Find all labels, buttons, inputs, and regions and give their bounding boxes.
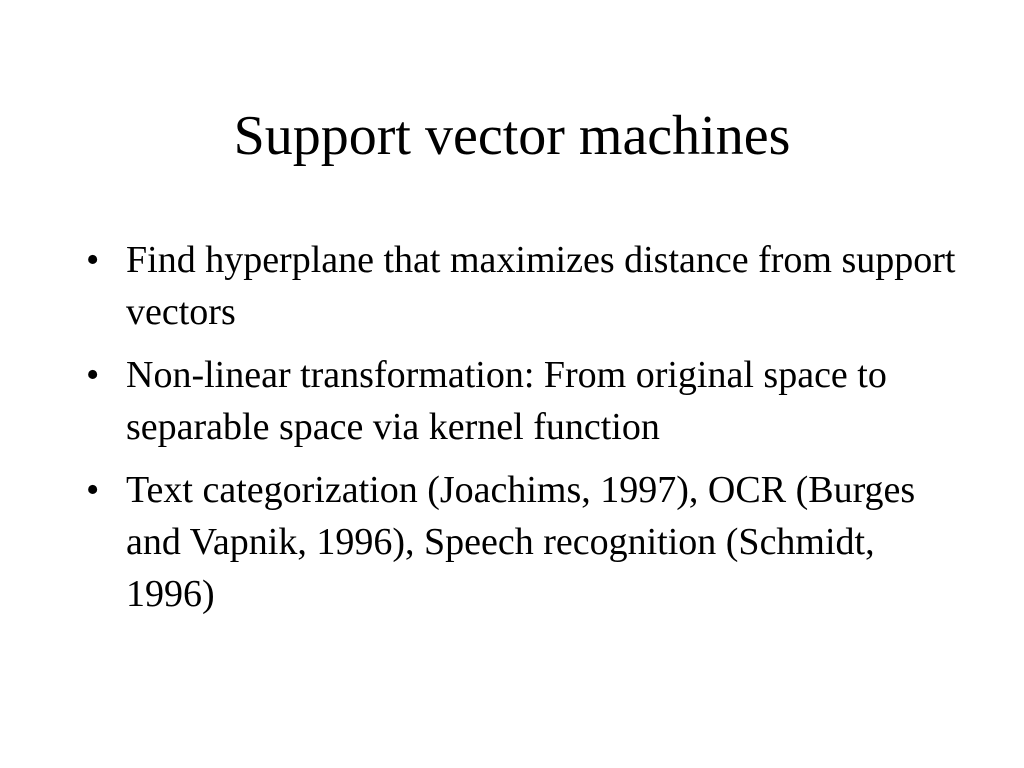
bullet-text: Non-linear transformation: From original space to separable space via kernel function (126, 354, 887, 448)
bullet-item (86, 464, 956, 620)
bullet-text: Text categorization (Joachims, 1997), OCR (Burges and Vapnik, 1996), Speech recognition (Schmidt, 1996) (126, 469, 916, 615)
bullet-item (86, 234, 956, 338)
bullet-list (86, 234, 956, 631)
bullet-dot-icon: • (86, 239, 100, 281)
bullet-dot-icon: • (86, 354, 100, 396)
bullet-dot-icon: • (86, 469, 100, 511)
slide-title: Support vector machines (233, 105, 791, 167)
bullet-item (86, 349, 956, 453)
bullet-text: Find hyperplane that maximizes distance from support vectors (126, 239, 956, 333)
